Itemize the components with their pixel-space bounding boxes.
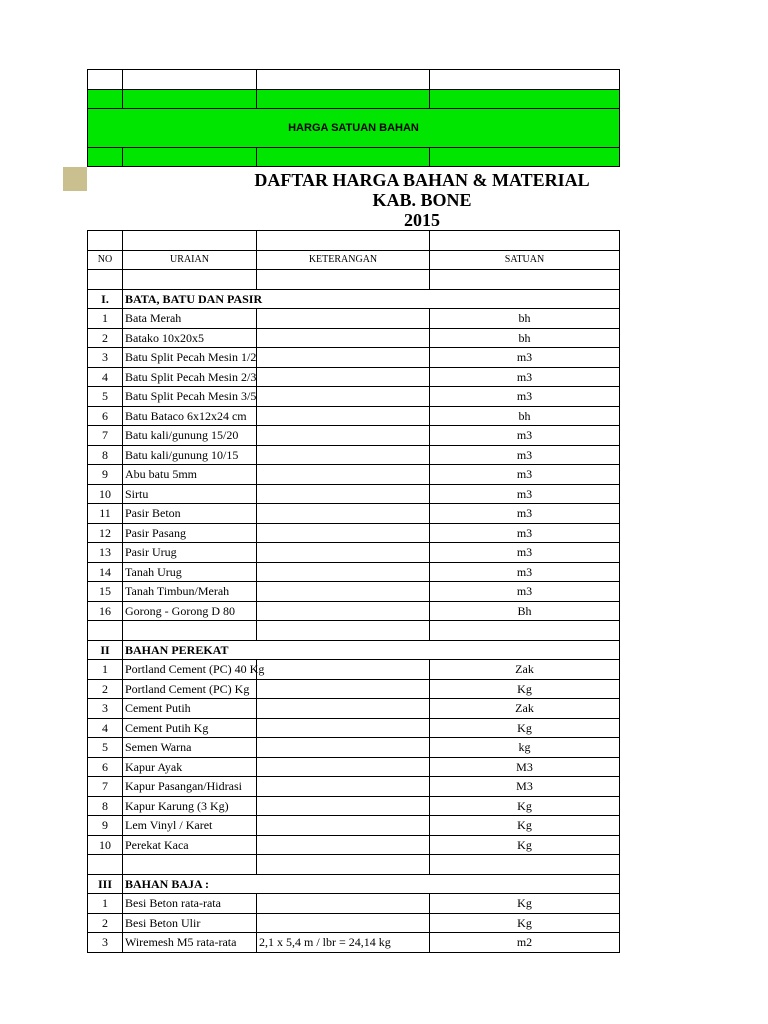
item-uraian[interactable]: Batu Split Pecah Mesin 3/5 <box>123 387 257 407</box>
item-uraian[interactable]: Tanah Timbun/Merah <box>123 582 257 602</box>
item-satuan[interactable]: Kg <box>430 816 620 836</box>
cell[interactable] <box>88 231 123 251</box>
item-number[interactable]: 8 <box>88 796 123 816</box>
item-number[interactable]: 6 <box>88 406 123 426</box>
banner-row-green <box>88 148 620 167</box>
item-keterangan[interactable] <box>257 543 430 563</box>
cell[interactable] <box>123 855 257 875</box>
col-header-keterangan[interactable]: KETERANGAN <box>257 250 430 270</box>
table-row <box>88 406 620 426</box>
table-row <box>88 796 620 816</box>
item-uraian[interactable]: Cement Putih Kg <box>123 718 257 738</box>
item-uraian[interactable]: Besi Beton Ulir <box>123 913 257 933</box>
item-number[interactable]: 7 <box>88 777 123 797</box>
blank-row <box>88 855 620 875</box>
col-header-uraian[interactable]: URAIAN <box>123 250 257 270</box>
table-row <box>88 679 620 699</box>
item-uraian[interactable]: Pasir Pasang <box>123 523 257 543</box>
item-satuan[interactable]: Kg <box>430 835 620 855</box>
item-number[interactable]: 6 <box>88 757 123 777</box>
item-uraian[interactable]: Batako 10x20x5 <box>123 328 257 348</box>
section-title[interactable]: BAHAN PEREKAT <box>123 640 430 660</box>
cell[interactable] <box>430 70 620 90</box>
cell[interactable] <box>430 855 620 875</box>
item-keterangan[interactable] <box>257 348 430 368</box>
item-satuan[interactable]: bh <box>430 328 620 348</box>
item-keterangan[interactable] <box>257 582 430 602</box>
item-number[interactable]: 3 <box>88 933 123 953</box>
item-keterangan[interactable] <box>257 387 430 407</box>
item-satuan[interactable]: bh <box>430 406 620 426</box>
item-number[interactable]: 9 <box>88 465 123 485</box>
item-keterangan[interactable] <box>257 894 430 914</box>
selected-cell-marker <box>63 167 87 191</box>
table-row <box>88 816 620 836</box>
item-keterangan[interactable] <box>257 562 430 582</box>
item-keterangan[interactable] <box>257 777 430 797</box>
cell[interactable] <box>430 90 620 109</box>
table-row <box>88 757 620 777</box>
table-row <box>88 465 620 485</box>
item-number[interactable]: 12 <box>88 523 123 543</box>
cell[interactable] <box>257 70 430 90</box>
table-row <box>88 426 620 446</box>
item-keterangan[interactable] <box>257 445 430 465</box>
cell[interactable] <box>257 270 430 290</box>
item-uraian[interactable]: Portland Cement (PC) Kg <box>123 679 257 699</box>
item-keterangan[interactable] <box>257 718 430 738</box>
item-keterangan[interactable] <box>257 699 430 719</box>
item-number[interactable]: 10 <box>88 484 123 504</box>
item-uraian[interactable]: Portland Cement (PC) 40 Kg <box>123 660 257 680</box>
item-satuan[interactable]: m2 <box>430 933 620 953</box>
item-uraian[interactable]: Sirtu <box>123 484 257 504</box>
blank-row <box>88 621 620 641</box>
item-uraian[interactable]: Batu kali/gunung 15/20 <box>123 426 257 446</box>
column-header-row <box>88 250 620 270</box>
item-keterangan[interactable] <box>257 835 430 855</box>
cell[interactable] <box>430 621 620 641</box>
cell[interactable] <box>257 855 430 875</box>
item-uraian[interactable]: Semen Warna <box>123 738 257 758</box>
item-satuan[interactable]: Kg <box>430 679 620 699</box>
cell[interactable] <box>430 231 620 251</box>
item-keterangan[interactable] <box>257 406 430 426</box>
table-row <box>88 835 620 855</box>
table-row <box>88 582 620 602</box>
item-keterangan[interactable] <box>257 913 430 933</box>
banner-title[interactable]: HARGA SATUAN BAHAN <box>88 109 620 148</box>
table-row <box>88 894 620 914</box>
item-satuan[interactable]: m3 <box>430 348 620 368</box>
item-uraian[interactable]: Batu Split Pecah Mesin 1/2 <box>123 348 257 368</box>
item-number[interactable]: 1 <box>88 660 123 680</box>
item-uraian[interactable]: Batu kali/gunung 10/15 <box>123 445 257 465</box>
item-uraian[interactable]: Batu Bataco 6x12x24 cm <box>123 406 257 426</box>
cell[interactable] <box>257 90 430 109</box>
table-row <box>88 933 620 953</box>
item-number[interactable]: 14 <box>88 562 123 582</box>
item-uraian[interactable]: Kapur Pasangan/Hidrasi <box>123 777 257 797</box>
item-uraian[interactable]: Besi Beton rata-rata <box>123 894 257 914</box>
item-keterangan[interactable] <box>257 426 430 446</box>
item-uraian[interactable]: Gorong - Gorong D 80 <box>123 601 257 621</box>
section-number[interactable]: I. <box>88 289 123 309</box>
cell[interactable] <box>430 874 620 894</box>
item-uraian[interactable]: Perekat Kaca <box>123 835 257 855</box>
item-uraian[interactable]: Wiremesh M5 rata-rata <box>123 933 257 953</box>
item-satuan[interactable]: Kg <box>430 796 620 816</box>
item-satuan[interactable]: m3 <box>430 523 620 543</box>
cell[interactable] <box>257 621 430 641</box>
table-row <box>88 738 620 758</box>
cell[interactable] <box>88 855 123 875</box>
item-keterangan[interactable] <box>257 523 430 543</box>
banner-table <box>87 69 620 167</box>
item-number[interactable]: 15 <box>88 582 123 602</box>
item-number[interactable]: 2 <box>88 328 123 348</box>
table-row <box>88 348 620 368</box>
item-satuan[interactable]: Kg <box>430 913 620 933</box>
item-number[interactable]: 1 <box>88 894 123 914</box>
item-keterangan[interactable] <box>257 738 430 758</box>
item-keterangan[interactable] <box>257 465 430 485</box>
cell[interactable] <box>123 70 257 90</box>
item-keterangan[interactable] <box>257 328 430 348</box>
item-satuan[interactable]: m3 <box>430 426 620 446</box>
item-number[interactable]: 9 <box>88 816 123 836</box>
table-row <box>88 445 620 465</box>
cell[interactable] <box>123 231 257 251</box>
item-satuan[interactable]: m3 <box>430 367 620 387</box>
table-row <box>88 601 620 621</box>
item-uraian[interactable]: Kapur Ayak <box>123 757 257 777</box>
table-row <box>88 699 620 719</box>
item-keterangan[interactable] <box>257 796 430 816</box>
cell[interactable] <box>430 289 620 309</box>
item-satuan[interactable]: m3 <box>430 562 620 582</box>
item-uraian[interactable]: Batu Split Pecah Mesin 2/3 <box>123 367 257 387</box>
section-header-row <box>88 874 620 894</box>
cell[interactable] <box>430 270 620 290</box>
item-satuan[interactable]: m3 <box>430 504 620 524</box>
item-uraian[interactable]: Bata Merah <box>123 309 257 329</box>
item-satuan[interactable]: m3 <box>430 582 620 602</box>
item-number[interactable]: 5 <box>88 387 123 407</box>
item-number[interactable]: 2 <box>88 679 123 699</box>
item-satuan[interactable]: M3 <box>430 757 620 777</box>
section-title[interactable]: BATA, BATU DAN PASIR <box>123 289 430 309</box>
item-number[interactable]: 13 <box>88 543 123 563</box>
item-keterangan[interactable] <box>257 367 430 387</box>
item-keterangan[interactable] <box>257 309 430 329</box>
section-header-row <box>88 289 620 309</box>
cell[interactable] <box>123 90 257 109</box>
item-satuan[interactable]: m3 <box>430 445 620 465</box>
item-uraian[interactable]: Pasir Beton <box>123 504 257 524</box>
item-keterangan[interactable] <box>257 601 430 621</box>
item-satuan[interactable]: kg <box>430 738 620 758</box>
col-header-satuan[interactable]: SATUAN <box>430 250 620 270</box>
cell[interactable] <box>430 640 620 660</box>
cell[interactable] <box>123 148 257 167</box>
table-row <box>88 543 620 563</box>
item-keterangan[interactable] <box>257 816 430 836</box>
item-number[interactable]: 7 <box>88 426 123 446</box>
table-row <box>88 504 620 524</box>
item-number[interactable]: 8 <box>88 445 123 465</box>
item-keterangan[interactable] <box>257 679 430 699</box>
price-table <box>87 230 620 953</box>
cell[interactable] <box>123 621 257 641</box>
cell[interactable] <box>88 90 123 109</box>
item-satuan[interactable]: m3 <box>430 484 620 504</box>
cell[interactable] <box>88 148 123 167</box>
item-number[interactable]: 10 <box>88 835 123 855</box>
table-row <box>88 328 620 348</box>
item-uraian[interactable]: Pasir Urug <box>123 543 257 563</box>
section-number[interactable]: II <box>88 640 123 660</box>
section-title[interactable]: BAHAN BAJA : <box>123 874 430 894</box>
cell[interactable] <box>430 148 620 167</box>
item-number[interactable]: 5 <box>88 738 123 758</box>
item-uraian[interactable]: Tanah Urug <box>123 562 257 582</box>
section-header-row <box>88 640 620 660</box>
col-header-no[interactable]: NO <box>88 250 123 270</box>
cell[interactable] <box>88 621 123 641</box>
item-satuan[interactable]: Bh <box>430 601 620 621</box>
item-satuan[interactable]: m3 <box>430 387 620 407</box>
item-uraian[interactable]: Cement Putih <box>123 699 257 719</box>
title-line-1: DAFTAR HARGA BAHAN & MATERIAL <box>254 170 590 190</box>
item-number[interactable]: 4 <box>88 718 123 738</box>
table-row <box>88 367 620 387</box>
item-number[interactable]: 16 <box>88 601 123 621</box>
item-satuan[interactable]: Kg <box>430 894 620 914</box>
item-number[interactable]: 3 <box>88 699 123 719</box>
item-satuan[interactable]: m3 <box>430 465 620 485</box>
document-title <box>222 170 622 230</box>
banner-row-blank <box>88 70 620 90</box>
title-line-2: KAB. BONE <box>372 190 472 210</box>
item-keterangan[interactable] <box>257 660 430 680</box>
item-number[interactable]: 3 <box>88 348 123 368</box>
table-row <box>88 387 620 407</box>
item-number[interactable]: 4 <box>88 367 123 387</box>
item-keterangan[interactable] <box>257 484 430 504</box>
section-number[interactable]: III <box>88 874 123 894</box>
item-number[interactable]: 2 <box>88 913 123 933</box>
item-number[interactable]: 11 <box>88 504 123 524</box>
cell[interactable] <box>88 70 123 90</box>
table-row <box>88 523 620 543</box>
table-row <box>88 562 620 582</box>
table-row <box>88 718 620 738</box>
table-row <box>88 484 620 504</box>
blank-row <box>88 270 620 290</box>
item-satuan[interactable]: Zak <box>430 660 620 680</box>
item-keterangan[interactable] <box>257 757 430 777</box>
item-satuan[interactable]: bh <box>430 309 620 329</box>
blank-row <box>88 231 620 251</box>
item-satuan[interactable]: Zak <box>430 699 620 719</box>
banner-row-title <box>88 109 620 148</box>
item-satuan[interactable]: m3 <box>430 543 620 563</box>
banner-row-green <box>88 90 620 109</box>
table-row <box>88 660 620 680</box>
item-uraian[interactable]: Lem Vinyl / Karet <box>123 816 257 836</box>
item-keterangan[interactable] <box>257 504 430 524</box>
item-satuan[interactable]: Kg <box>430 718 620 738</box>
cell[interactable] <box>257 148 430 167</box>
cell[interactable] <box>257 231 430 251</box>
table-row <box>88 309 620 329</box>
item-satuan[interactable]: M3 <box>430 777 620 797</box>
table-row <box>88 913 620 933</box>
item-keterangan[interactable]: 2,1 x 5,4 m / lbr = 24,14 kg <box>257 933 430 953</box>
cell[interactable] <box>123 270 257 290</box>
item-uraian[interactable]: Kapur Karung (3 Kg) <box>123 796 257 816</box>
table-row <box>88 777 620 797</box>
cell[interactable] <box>88 270 123 290</box>
title-line-3: 2015 <box>404 210 440 230</box>
item-uraian[interactable]: Abu batu 5mm <box>123 465 257 485</box>
item-number[interactable]: 1 <box>88 309 123 329</box>
